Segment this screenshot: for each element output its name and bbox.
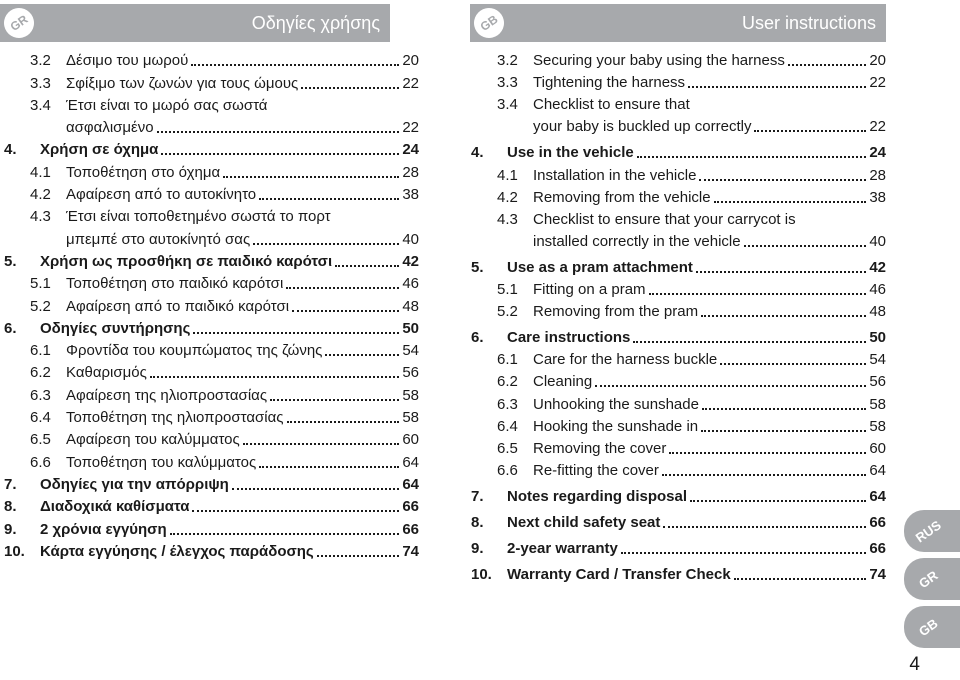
toc-entry-number: 10. — [471, 566, 492, 584]
toc-entry-title: μπεμπέ στο αυτοκίνητό σας — [66, 230, 251, 248]
toc-entry — [4, 382, 419, 404]
toc-entry-title: ασφαλισμένο — [66, 119, 154, 137]
toc-entry-page: 66 — [402, 498, 419, 516]
toc-entry-title: Re-fitting the cover — [533, 461, 659, 479]
toc-entry-number: 4.3 — [30, 208, 51, 226]
toc-entry-title: installed correctly in the vehicle — [533, 232, 741, 250]
toc-entry-number: 3.3 — [497, 74, 518, 92]
toc-entry-title: Care for the harness buckle — [533, 351, 718, 369]
toc-entry-page: 38 — [402, 186, 419, 204]
toc-entry-page: 24 — [869, 144, 886, 162]
toc-entry-title: Διαδοχικά καθίσματα — [40, 498, 190, 516]
toc-dot-leader — [720, 363, 866, 365]
toc-entry-number: 6.5 — [30, 431, 51, 449]
toc-dot-leader — [744, 245, 867, 247]
toc-entry-title: Έτσι είναι τοποθετημένο σωστά το πορτ — [66, 208, 331, 226]
side-tab-label: GB — [915, 615, 941, 639]
toc-entry-page: 66 — [869, 540, 886, 558]
toc-entry-page: 24 — [402, 141, 419, 159]
toc-entry-page: 22 — [402, 119, 419, 137]
toc-dot-leader — [335, 265, 399, 267]
toc-entry-page: 56 — [402, 364, 419, 382]
side-tab-gr[interactable] — [904, 558, 960, 600]
toc-dot-leader — [662, 474, 866, 476]
toc-entry — [471, 229, 886, 251]
toc-entry — [4, 70, 419, 92]
side-tab-rus[interactable] — [904, 510, 960, 552]
toc-entry — [471, 458, 886, 480]
toc-entry-title: Notes regarding disposal — [507, 487, 688, 505]
toc-entry-number: 4.3 — [497, 210, 518, 228]
toc-entry-title: Δέσιμο του μωρού — [66, 52, 189, 70]
toc-entry-number: 4.1 — [497, 166, 518, 184]
side-tab-gb[interactable] — [904, 606, 960, 648]
toc-dot-leader — [301, 87, 399, 89]
toc-entry-number: 4.2 — [30, 186, 51, 204]
toc-entry — [4, 338, 419, 360]
toc-entry — [4, 115, 419, 137]
toc-dot-leader — [292, 310, 399, 312]
toc-entry-title: Care instructions — [507, 329, 631, 347]
toc-entry — [471, 510, 886, 532]
toc-entry-number: 6.1 — [497, 351, 518, 369]
toc-entry-number: 3.4 — [497, 96, 518, 114]
toc-dot-leader — [688, 86, 866, 88]
toc-dot-leader — [701, 430, 866, 432]
toc-entry-title: Next child safety seat — [507, 513, 661, 531]
right-header-title: User instructions — [741, 13, 876, 33]
toc-entry-page: 22 — [869, 74, 886, 92]
toc-entry-title: 2 χρόνια εγγύηση — [40, 520, 167, 538]
toc-entry-page: 58 — [869, 417, 886, 435]
toc-dot-leader — [699, 179, 866, 181]
toc-entry-title: Αφαίρεση του καλύμματος — [66, 431, 240, 449]
toc-entry — [471, 436, 886, 458]
toc-entry-title: Checklist to ensure that — [533, 96, 690, 114]
toc-entry-title: Hooking the sunshade in — [533, 417, 699, 435]
toc-entry — [471, 347, 886, 369]
toc-dot-leader — [287, 421, 400, 423]
toc-entry-page: 50 — [869, 329, 886, 347]
toc-dot-leader — [663, 526, 866, 528]
toc-entry-number: 3.2 — [30, 52, 51, 70]
toc-entry-page: 28 — [869, 166, 886, 184]
toc-entry-title: Cleaning — [533, 373, 593, 391]
toc-entry-number: 8. — [4, 498, 17, 516]
toc-entry-number: 5. — [471, 258, 484, 276]
toc-entry — [4, 271, 419, 293]
toc-dot-leader — [690, 500, 866, 502]
toc-entry-number: 6.3 — [30, 386, 51, 404]
toc-dot-leader — [734, 578, 867, 580]
toc-entry-page: 22 — [402, 74, 419, 92]
toc-entry — [471, 369, 886, 391]
toc-entry-title: Unhooking the sunshade — [533, 395, 699, 413]
toc-dot-leader — [150, 376, 399, 378]
toc-entry-title: Removing from the vehicle — [533, 188, 711, 206]
toc-entry — [471, 48, 886, 70]
toc-entry-page: 64 — [402, 475, 419, 493]
toc-entry-page: 64 — [869, 461, 886, 479]
toc-entry-number: 7. — [4, 475, 17, 493]
toc-entry-number: 6. — [4, 319, 17, 337]
toc-entry-number: 4.2 — [497, 188, 518, 206]
toc-entry-page: 50 — [402, 319, 419, 337]
toc-dot-leader — [193, 332, 399, 334]
toc-entry-number: 3.4 — [30, 96, 51, 114]
toc-entry-title: Αφαίρεση από το παιδικό καρότσι — [66, 297, 290, 315]
toc-entry-title: Warranty Card / Transfer Check — [507, 566, 731, 584]
toc-entry-number: 5.2 — [30, 297, 51, 315]
toc-entry-number: 5.1 — [30, 275, 51, 293]
toc-entry-page: 42 — [869, 258, 886, 276]
page-number: 4 — [909, 654, 920, 675]
toc-entry — [471, 255, 886, 277]
toc-entry-page: 20 — [869, 52, 886, 70]
toc-dot-leader — [696, 271, 866, 273]
toc-dot-leader — [270, 399, 399, 401]
toc-dot-leader — [161, 153, 399, 155]
toc-entry-page: 66 — [869, 513, 886, 531]
toc-dot-leader — [669, 452, 866, 454]
toc-entry-number: 5.2 — [497, 303, 518, 321]
toc-entry-title: Καθαρισμός — [66, 364, 147, 382]
toc-entry-title: Χρήση σε όχημα — [40, 141, 159, 159]
toc-dot-leader — [788, 64, 866, 66]
toc-entry-number: 9. — [471, 540, 484, 558]
toc-entry-page: 48 — [402, 297, 419, 315]
toc-dot-leader — [286, 287, 399, 289]
toc-entry-title: your baby is buckled up correctly — [533, 118, 752, 136]
toc-entry-number: 8. — [471, 513, 484, 531]
toc-entry-title: Τοποθέτηση της ηλιοπροστασίας — [66, 409, 284, 427]
toc-entry-title: 2-year warranty — [507, 540, 618, 558]
toc-dot-leader — [637, 156, 867, 158]
toc-dot-leader — [325, 354, 399, 356]
toc-dot-leader — [253, 243, 399, 245]
toc-entry-page: 54 — [869, 351, 886, 369]
toc-entry — [471, 70, 886, 92]
toc-entry-title: Τοποθέτηση στο όχημα — [66, 163, 221, 181]
toc-entry-title: Use as a pram attachment — [507, 258, 693, 276]
toc-entry-number: 7. — [471, 487, 484, 505]
toc-entry — [4, 316, 419, 338]
toc-entry-number: 3.3 — [30, 74, 51, 92]
toc-entry-number: 5. — [4, 252, 17, 270]
toc-dot-leader — [702, 408, 866, 410]
toc-entry-title: Installation in the vehicle — [533, 166, 697, 184]
toc-entry-page: 58 — [869, 395, 886, 413]
side-tab-label: GR — [915, 567, 941, 591]
toc-entry — [4, 48, 419, 70]
toc-entry — [4, 516, 419, 538]
toc-entry — [4, 405, 419, 427]
toc-entry-title: Χρήση ως προσθήκη σε παιδικό καρότσι — [40, 252, 333, 270]
language-badge-gr: GR — [0, 2, 40, 44]
toc-entry-number: 10. — [4, 542, 25, 560]
toc-dot-leader — [649, 293, 867, 295]
toc-entry-page: 46 — [402, 275, 419, 293]
toc-entry — [4, 427, 419, 449]
toc-entry-number: 6. — [471, 329, 484, 347]
toc-entry — [471, 114, 886, 136]
toc-entry-title: Κάρτα εγγύησης / έλεγχος παράδοσης — [40, 542, 314, 560]
toc-entry — [4, 182, 419, 204]
toc-greek — [4, 48, 419, 561]
toc-entry — [4, 539, 419, 561]
toc-dot-leader — [223, 176, 399, 178]
toc-entry-page: 60 — [869, 439, 886, 457]
toc-entry — [471, 299, 886, 321]
toc-entry-page: 46 — [869, 281, 886, 299]
toc-entry — [471, 92, 886, 114]
toc-dot-leader — [232, 488, 399, 490]
toc-dot-leader — [317, 555, 400, 557]
left-header-bar — [0, 4, 390, 42]
toc-entry — [471, 414, 886, 436]
toc-entry-title: Tightening the harness — [533, 74, 686, 92]
toc-entry-number: 6.1 — [30, 342, 51, 360]
toc-entry-title: Securing your baby using the harness — [533, 52, 785, 70]
toc-dot-leader — [191, 64, 399, 66]
toc-entry — [471, 484, 886, 506]
toc-entry — [471, 562, 886, 584]
toc-dot-leader — [170, 533, 400, 535]
toc-entry — [471, 391, 886, 413]
toc-entry — [4, 226, 419, 248]
language-badge-gb: GB — [468, 2, 510, 44]
toc-entry-title: Checklist to ensure that your carrycot is — [533, 210, 796, 228]
toc-entry-page: 74 — [402, 542, 419, 560]
toc-entry-page: 56 — [869, 373, 886, 391]
toc-entry-number: 6.4 — [30, 409, 51, 427]
toc-entry-title: Use in the vehicle — [507, 144, 634, 162]
toc-entry — [4, 293, 419, 315]
toc-entry-page: 58 — [402, 409, 419, 427]
toc-entry-number: 6.3 — [497, 395, 518, 413]
toc-entry-title: Αφαίρεση της ηλιοπροστασίας — [66, 386, 268, 404]
toc-entry — [471, 185, 886, 207]
toc-entry-page: 40 — [402, 230, 419, 248]
toc-entry-number: 3.2 — [497, 52, 518, 70]
toc-entry-number: 6.2 — [497, 373, 518, 391]
toc-entry-title: Οδηγίες για την απόρριψη — [40, 475, 229, 493]
toc-entry-page: 64 — [402, 453, 419, 471]
toc-entry-page: 48 — [869, 303, 886, 321]
toc-entry-number: 6.4 — [497, 417, 518, 435]
toc-entry-title: Removing from the pram — [533, 303, 699, 321]
toc-entry-number: 4. — [471, 144, 484, 162]
toc-entry-title: Removing the cover — [533, 439, 667, 457]
toc-entry-page: 60 — [402, 431, 419, 449]
left-header-title: Οδηγίες χρήσης — [251, 13, 380, 33]
toc-entry — [471, 536, 886, 558]
toc-entry-number: 4. — [4, 141, 17, 159]
toc-dot-leader — [621, 552, 866, 554]
toc-entry-page: 66 — [402, 520, 419, 538]
toc-entry — [471, 140, 886, 162]
toc-entry — [4, 494, 419, 516]
toc-dot-leader — [754, 130, 866, 132]
toc-dot-leader — [633, 341, 866, 343]
toc-entry-number: 5.1 — [497, 281, 518, 299]
toc-dot-leader — [259, 198, 399, 200]
toc-entry-title: Τοποθέτηση στο παιδικό καρότσι — [66, 275, 284, 293]
toc-entry — [4, 137, 419, 159]
toc-entry-page: 40 — [869, 232, 886, 250]
toc-entry-page: 54 — [402, 342, 419, 360]
toc-entry — [4, 449, 419, 471]
toc-dot-leader — [714, 201, 867, 203]
toc-entry — [4, 204, 419, 226]
toc-entry-number: 6.5 — [497, 439, 518, 457]
toc-english — [471, 48, 886, 584]
toc-entry-title: Σφίξιμο των ζωνών για τους ώμους — [66, 74, 299, 92]
toc-entry-page: 28 — [402, 163, 419, 181]
right-header-bar — [470, 4, 886, 42]
toc-dot-leader — [595, 385, 866, 387]
toc-entry — [4, 249, 419, 271]
toc-entry — [471, 325, 886, 347]
toc-entry-page: 58 — [402, 386, 419, 404]
toc-entry — [4, 472, 419, 494]
toc-entry — [471, 207, 886, 229]
toc-entry-number: 6.6 — [497, 461, 518, 479]
toc-entry-number: 6.2 — [30, 364, 51, 382]
toc-entry — [471, 162, 886, 184]
toc-dot-leader — [192, 510, 399, 512]
toc-entry — [4, 93, 419, 115]
toc-entry-page: 42 — [402, 252, 419, 270]
toc-entry-number: 4.1 — [30, 163, 51, 181]
toc-entry-number: 6.6 — [30, 453, 51, 471]
toc-entry-page: 38 — [869, 188, 886, 206]
toc-entry-title: Οδηγίες συντήρησης — [40, 319, 191, 337]
toc-entry-page: 20 — [402, 52, 419, 70]
toc-entry-page: 22 — [869, 118, 886, 136]
toc-entry-page: 64 — [869, 487, 886, 505]
toc-entry-page: 74 — [869, 566, 886, 584]
side-tab-label: RUS — [912, 516, 944, 546]
toc-entry — [4, 360, 419, 382]
toc-entry — [4, 159, 419, 181]
toc-dot-leader — [259, 466, 399, 468]
toc-entry-title: Τοποθέτηση του καλύμματος — [66, 453, 257, 471]
toc-entry-number: 9. — [4, 520, 17, 538]
toc-entry-title: Fitting on a pram — [533, 281, 646, 299]
toc-entry-title: Έτσι είναι το μωρό σας σωστά — [66, 96, 268, 114]
toc-dot-leader — [701, 315, 866, 317]
toc-entry — [471, 277, 886, 299]
toc-dot-leader — [243, 443, 400, 445]
toc-entry-title: Αφαίρεση από το αυτοκίνητο — [66, 186, 257, 204]
toc-dot-leader — [157, 131, 400, 133]
toc-entry-title: Φροντίδα του κουμπώματος της ζώνης — [66, 342, 323, 360]
